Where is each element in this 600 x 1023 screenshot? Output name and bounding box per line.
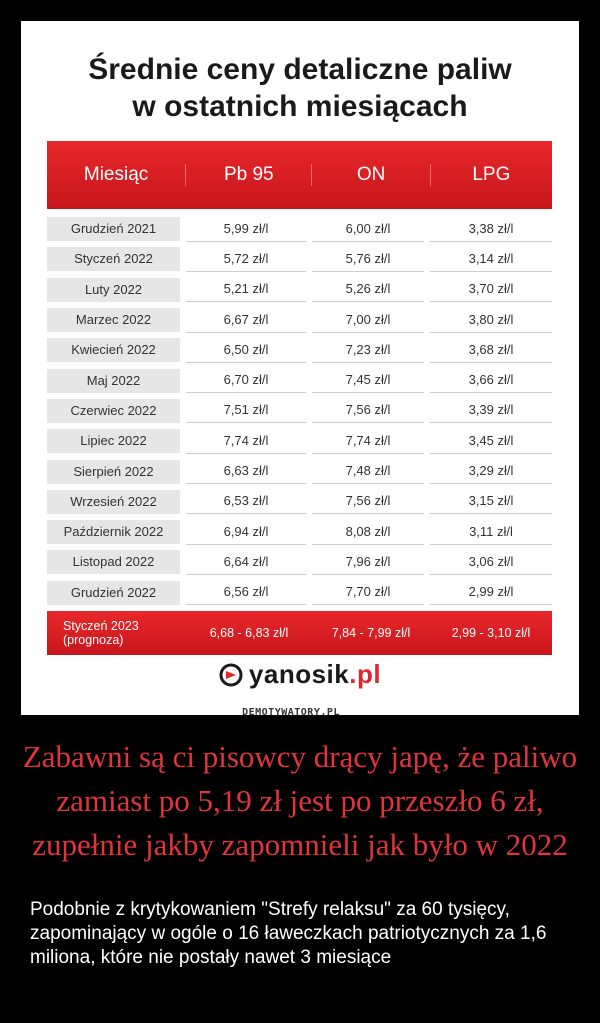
cell-month: Czerwiec 2022: [47, 399, 180, 423]
fuel-price-table: [47, 141, 552, 655]
table-row: [47, 517, 552, 547]
cell-month: Grudzień 2021: [47, 217, 180, 241]
cell-on: 5,76 zł/l: [312, 247, 424, 272]
post-headline: Zabawni są ci pisowcy drący japę, że paliwo zamiast po 5,19 zł jest po przeszło 6 zł, zupełnie jakby zapomnieli jak było w 2022: [22, 739, 578, 862]
table-row: [47, 214, 552, 244]
cell-lpg: 3,80 zł/l: [430, 308, 552, 333]
table-row: [47, 396, 552, 426]
cell-on: 8,08 zł/l: [312, 520, 424, 545]
cell-pb95: 5,72 zł/l: [186, 247, 306, 272]
table-row: [47, 426, 552, 456]
logo-text: [249, 659, 381, 690]
cell-on: 7,56 zł/l: [312, 489, 424, 514]
cell-pb95: 6,50 zł/l: [186, 338, 306, 363]
cell-month: Wrzesień 2022: [47, 490, 180, 514]
cell-on: 6,00 zł/l: [312, 217, 424, 242]
cell-on: 7,45 zł/l: [312, 368, 424, 393]
cell-pb95: 5,99 zł/l: [186, 217, 306, 242]
forecast-month-label: Styczeń 2023: [63, 618, 139, 633]
cell-on: 7,96 zł/l: [312, 550, 424, 575]
yanosik-logo: [21, 659, 579, 690]
table-row: [47, 365, 552, 395]
cell-pb95: 6,94 zł/l: [186, 520, 306, 545]
cell-month: Maj 2022: [47, 369, 180, 393]
table-row: [47, 578, 552, 608]
yanosik-logo-icon: [219, 663, 243, 687]
forecast-lpg: 2,99 - 3,10 zł/l: [451, 625, 531, 640]
cell-on: 7,70 zł/l: [312, 580, 424, 605]
header-pb95: Pb 95: [186, 164, 312, 186]
logo-name: yanosik: [248, 659, 350, 689]
cell-on: 7,48 zł/l: [312, 459, 424, 484]
table-row: [47, 487, 552, 517]
cell-lpg: 3,68 zł/l: [430, 338, 552, 363]
forecast-pb95: 6,68 - 6,83 zł/l: [209, 625, 289, 640]
cell-month: Marzec 2022: [47, 308, 180, 332]
cell-month: Kwiecień 2022: [47, 338, 180, 362]
forecast-on: 7,84 - 7,99 zł/l: [331, 625, 411, 640]
cell-month: Październik 2022: [47, 520, 180, 544]
logo-suffix: .pl: [349, 659, 382, 689]
cell-lpg: 3,45 zł/l: [430, 429, 552, 454]
cell-month: Lipiec 2022: [47, 429, 180, 453]
cell-pb95: 6,63 zł/l: [186, 459, 306, 484]
infographic-card: [21, 21, 579, 718]
cell-pb95: 6,56 zł/l: [186, 580, 306, 605]
cell-on: 7,00 zł/l: [312, 308, 424, 333]
watermark: DEMOTYWATORY.PL: [242, 707, 340, 718]
cell-month: Styczeń 2022: [47, 247, 180, 271]
table-header: [47, 141, 552, 209]
cell-lpg: 3,70 zł/l: [430, 277, 552, 302]
cell-on: 7,56 zł/l: [312, 398, 424, 423]
cell-lpg: 3,39 zł/l: [430, 398, 552, 423]
table-row: [47, 456, 552, 486]
table-row: [47, 547, 552, 577]
cell-pb95: 5,21 zł/l: [186, 277, 306, 302]
table-row: [47, 244, 552, 274]
forecast-month: [47, 619, 186, 647]
cell-pb95: 6,70 zł/l: [186, 368, 306, 393]
infographic-title: [21, 51, 579, 125]
header-lpg: LPG: [472, 164, 511, 185]
cell-on: 7,23 zł/l: [312, 338, 424, 363]
cell-month: Grudzień 2022: [47, 581, 180, 605]
table-row: [47, 335, 552, 365]
cell-lpg: 3,15 zł/l: [430, 489, 552, 514]
table-row: [47, 275, 552, 305]
cell-month: Sierpień 2022: [47, 460, 180, 484]
cell-lpg: 3,66 zł/l: [430, 368, 552, 393]
post-description: Podobnie z krytykowaniem "Strefy relaksu" za 60 tysięcy, zapominający w ogóle o 16 ławeczkach patriotycznych za 1,6 miliona, które nie postały nawet 3 miesiące: [30, 899, 547, 968]
table-row: [47, 305, 552, 335]
cell-pb95: 7,74 zł/l: [186, 429, 306, 454]
cell-lpg: 3,38 zł/l: [430, 217, 552, 242]
cell-on: 5,26 zł/l: [312, 277, 424, 302]
cell-pb95: 6,64 zł/l: [186, 550, 306, 575]
title-line-2: w ostatnich miesiącach: [132, 90, 468, 123]
header-on: ON: [312, 164, 430, 186]
cell-lpg: 2,99 zł/l: [430, 580, 552, 605]
table-body: [47, 209, 552, 608]
forecast-note: (prognoza): [63, 632, 124, 647]
cell-month: Luty 2022: [47, 278, 180, 302]
cell-lpg: 3,06 zł/l: [430, 550, 552, 575]
cell-lpg: 3,29 zł/l: [430, 459, 552, 484]
cell-pb95: 6,53 zł/l: [186, 489, 306, 514]
cell-lpg: 3,11 zł/l: [430, 520, 552, 545]
cell-pb95: 7,51 zł/l: [186, 398, 306, 423]
forecast-row: [47, 611, 552, 655]
cell-pb95: 6,67 zł/l: [186, 308, 306, 333]
header-month: Miesiąc: [47, 164, 186, 186]
cell-lpg: 3,14 zł/l: [430, 247, 552, 272]
title-line-1: Średnie ceny detaliczne paliw: [88, 53, 512, 86]
cell-on: 7,74 zł/l: [312, 429, 424, 454]
cell-month: Listopad 2022: [47, 550, 180, 574]
